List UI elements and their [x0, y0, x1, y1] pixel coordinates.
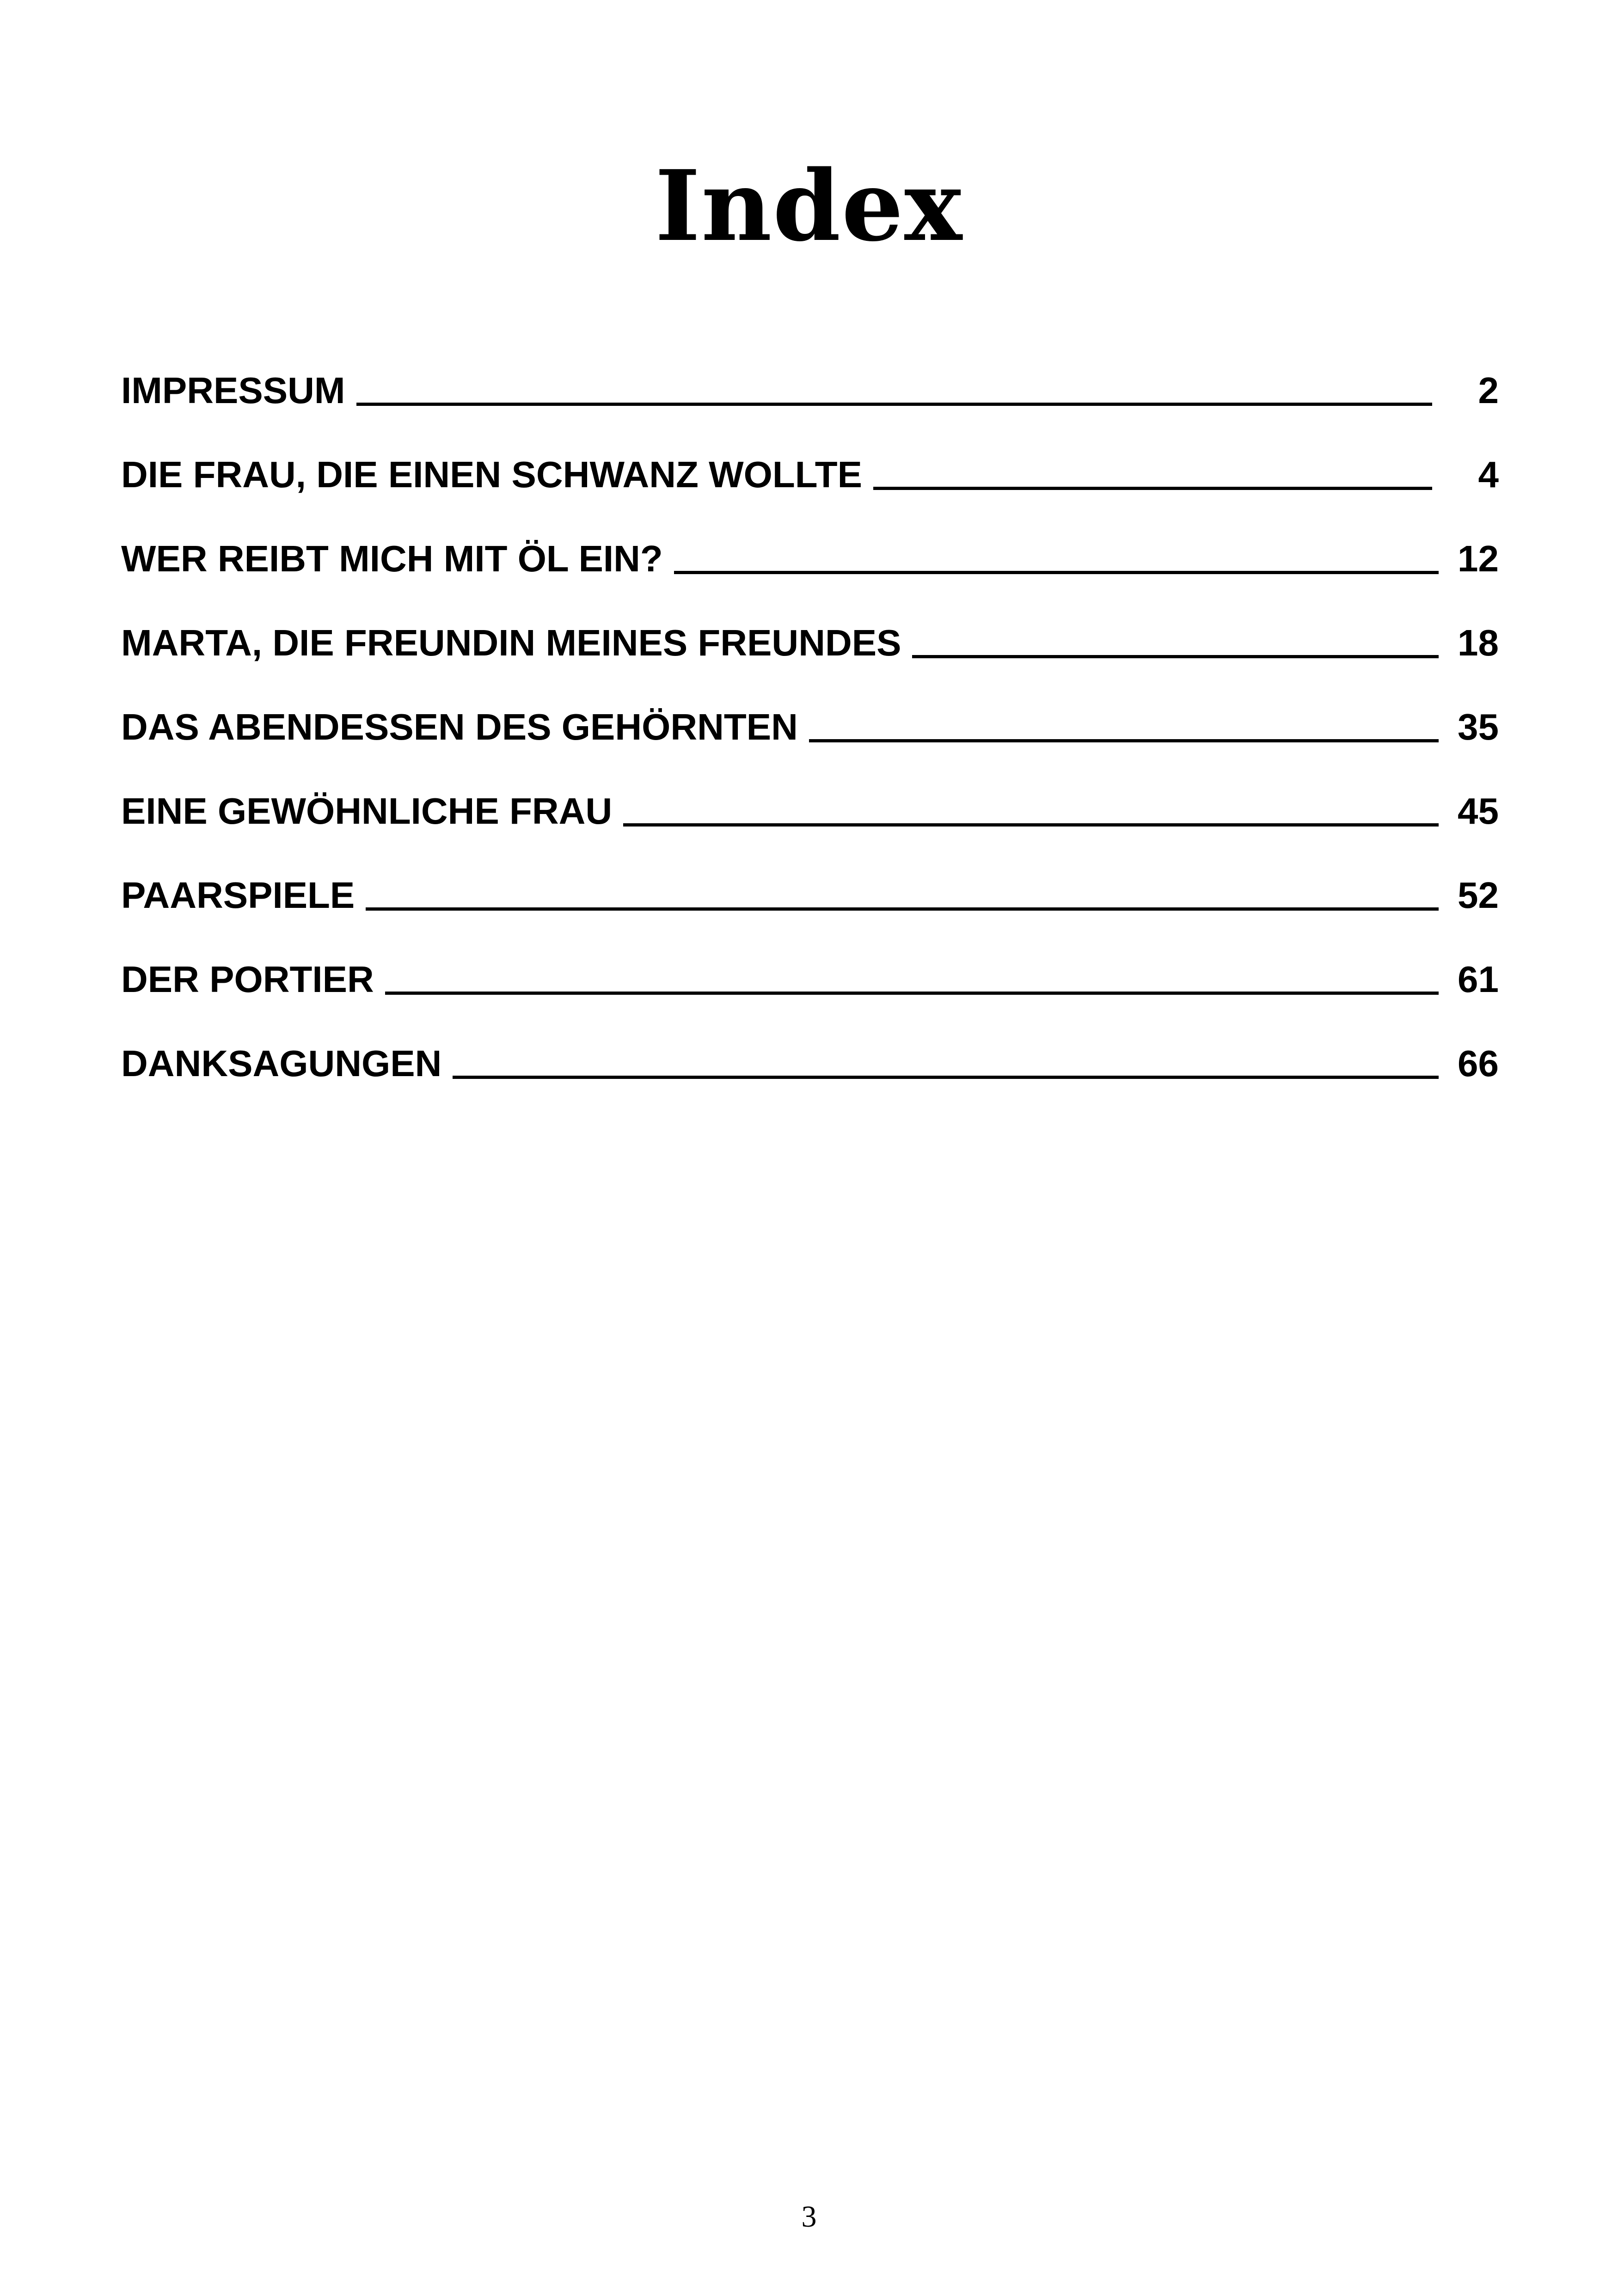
toc-entry-title: WER REIBT MICH MIT ÖL EIN? — [121, 538, 663, 579]
toc-entry-page: 52 — [1458, 875, 1499, 916]
toc-leader-line — [366, 907, 1439, 911]
toc-entry-page: 18 — [1458, 622, 1499, 663]
toc-leader-line — [873, 487, 1432, 490]
toc-entry-page: 2 — [1478, 370, 1499, 411]
toc-entry-page: 35 — [1458, 706, 1499, 747]
toc-entry-die-frau[interactable] — [121, 416, 1499, 500]
toc-entry-gewoehnliche-frau[interactable] — [121, 753, 1499, 837]
toc-leader-line — [385, 992, 1439, 995]
toc-entry-paarspiele[interactable] — [121, 837, 1499, 921]
toc-entry-danksagungen[interactable] — [121, 1005, 1499, 1089]
page-title: Index — [655, 148, 963, 263]
toc-entry-page: 61 — [1458, 959, 1499, 1000]
toc-leader-line — [623, 823, 1439, 827]
toc-entry-wer-reibt[interactable] — [121, 500, 1499, 584]
toc-leader-line — [912, 655, 1439, 658]
toc-entry-title: DAS ABENDESSEN DES GEHÖRNTEN — [121, 706, 798, 747]
toc-entry-title: DIE FRAU, DIE EINEN SCHWANZ WOLLTE — [121, 454, 862, 495]
toc-entry-portier[interactable] — [121, 921, 1499, 1005]
toc-leader-line — [674, 571, 1439, 574]
toc-entry-page: 4 — [1478, 454, 1499, 495]
toc-entry-title: EINE GEWÖHNLICHE FRAU — [121, 790, 613, 832]
toc-entry-page: 12 — [1458, 538, 1499, 579]
toc-entry-marta[interactable] — [121, 584, 1499, 668]
toc-entry-abendessen[interactable] — [121, 668, 1499, 753]
toc-leader-line — [453, 1076, 1439, 1079]
toc-entry-page: 45 — [1458, 790, 1499, 832]
toc-entry-title: DANKSAGUNGEN — [121, 1043, 442, 1084]
toc-entry-title: IMPRESSUM — [121, 370, 345, 411]
toc-entry-page: 66 — [1458, 1043, 1499, 1084]
table-of-contents — [121, 332, 1499, 1089]
toc-entry-impressum[interactable] — [121, 332, 1499, 416]
toc-entry-title: MARTA, DIE FREUNDIN MEINES FREUNDES — [121, 622, 901, 663]
page-number: 3 — [801, 2200, 817, 2234]
toc-leader-line — [809, 739, 1439, 742]
toc-entry-title: DER PORTIER — [121, 959, 374, 1000]
toc-leader-line — [356, 403, 1433, 406]
toc-entry-title: PAARSPIELE — [121, 875, 355, 916]
